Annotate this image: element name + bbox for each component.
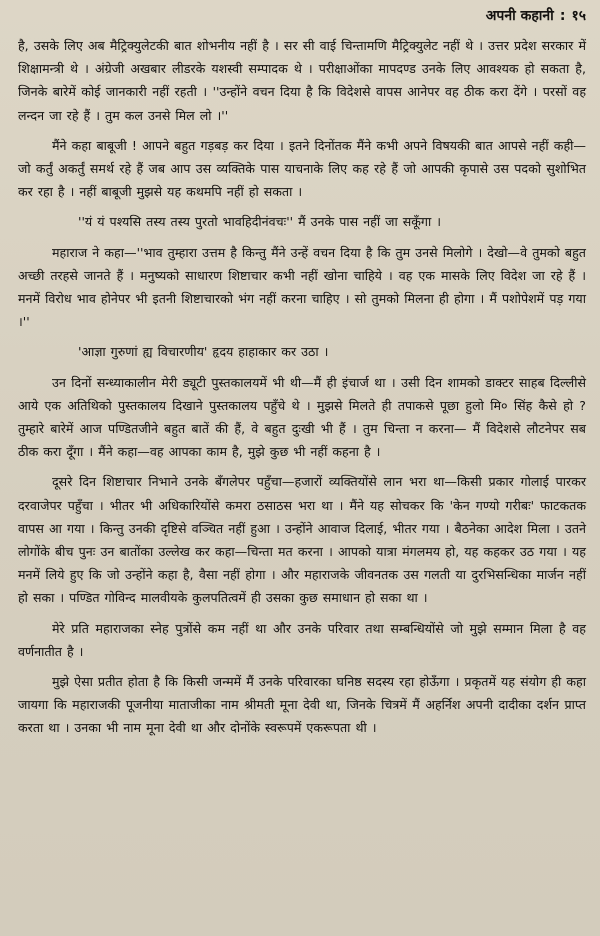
running-header	[18, 6, 586, 28]
paragraph-7: दूसरे दिन शिष्टाचार निभाने उनके बँगलेपर पहुँचा—हजारों व्यक्तियोंसे लान भरा था—किसी प्रकार गोलाई पारकर दरवाजेपर पहुँचा । भीतर भी अधिकारियोंसे कमरा ठसाठस भरा था । मैंने यह सोचकर कि 'केन गण्यो गरीबः' फाटकतक वापस आ गया । किन्तु उनकी दृष्टिसे वञ्चित नहीं हुआ । उन्होंने आवाज दिलाई, भीतर गया । बैठनेका आदेश मिला । उतने लोगोंके बीच पुनः उन बातोंका उल्लेख कर कहा—चिन्ता मत करना । आपको यात्रा मंगलमय हो, यह कहकर उठ गया । यह मनमें लिये हुए कि जो उन्होंने कहा है, वैसा नहीं होगा । और महाराजके जीवनतक उस गलती या दुरभिसन्धिका मार्जन नहीं हो सका । पण्डित गोविन्द मालवीयके कुलपतित्वमें ही उसका कुछ समाधान हो सका था ।	[18, 474, 586, 606]
paragraph-2: मैंने कहा बाबूजी ! आपने बहुत गड़बड़ कर दिया । इतने दिनोंतक मैंने कभी अपने विषयकी बात आपसे नहीं कही—जो कर्तुं अकर्तुं समर्थ रहे हैं जब आप उस व्यक्तिके पास याचनाके लिए कह रहे हैं जो आपकी कृपासे उस पदको सुशोभित कर रहा है । नहीं बाबूजी मुझसे यह कथमपि नहीं हो सकता ।	[18, 137, 586, 200]
paragraph-1: है, उसके लिए अब मैट्रिक्युलेटकी बात शोभनीय नहीं है । सर सी वाई चिन्तामणि मैट्रिक्युलेट नहीं थे । उत्तर प्रदेश सरकार में शिक्षामन्त्री थे । अंग्रेजी अखबार लीडरके यशस्वी सम्पादक थे । परीक्षाओंका मापदण्ड उनके लिए आवश्यक हो सकता है, जिनके बारेमें कोई जानकारी नहीं रहती । ''उन्होंने वचन दिया है कि विदेशसे वापस आनेपर वह ठीक करा देंगे । परसों वह लन्दन जा रहे हैं । तुम कल उनसे मिल लो ।''	[18, 38, 586, 123]
paragraph-6: उन दिनों सन्ध्याकालीन मेरी ड्यूटी पुस्तकालयमें भी थी—मैं ही इंचार्ज था । उसी दिन शामको डाक्टर साहब दिल्लीसे आये एक अतिथिको पुस्तकालय दिखाने पुस्तकालय पहुँचे थे । मुझसे मिलते ही तपाकसे पूछा हुलो मि० सिंह कैसे हो ? तुम्हारे बारेमें आज पण्डितजीने बहुत बातें की हैं, वे बहुत दुःखी भी हैं । तुम चिन्ता न करना— मैं विदेशसे लौटनेपर सब ठीक करा दूँगा । मैंने कहा—वह आपका काम है, मुझे कुछ भी नहीं कहना है ।	[18, 374, 586, 460]
paragraph-4: महाराज ने कहा—''भाव तुम्हारा उत्तम है किन्तु मैंने उन्हें वचन दिया है कि तुम उनसे मिलोगे । देखो—वे तुमको बहुत अच्छी तरहसे जानते हैं । मनुष्यको साधारण शिष्टाचार कभी नहीं खोना चाहिये । वह एक मासके लिए विदेश जा रहे हैं । मनमें विरोध भाव होनेपर भी इतनी शिष्टाचारको भंग नहीं करना चाहिए । सो तुमको मिलना ही होगा । मैं पशोपेशमें पड़ गया ।''	[18, 244, 586, 330]
paragraph-9: मुझे ऐसा प्रतीत होता है कि किसी जन्ममें मैं उनके परिवारका घनिष्ठ सदस्य रहा होऊँगा । प्रकृतमें यह संयोग ही कहा जायगा कि महाराजकी पूजनीया माताजीका नाम श्रीमती मूना देवी था, जिनके चित्रमें मैं अहर्निश अपनी दादीका दर्शन प्राप्त करता था । उनका भी नाम मूना देवी था और दोनोंके स्वरूपमें एकरूपता थी ।	[18, 674, 586, 736]
paragraph-3-quote: ''यं यं पश्यसि तस्य तस्य पुरतो भावहिदीनंवचः'' मैं उनके पास नहीं जा सकूँगा ।	[78, 214, 442, 230]
header-separator: :	[559, 8, 566, 24]
page-number: १५	[571, 8, 586, 24]
paragraph-5-quote: 'आज्ञा गुरुणां ह्य विचारणीय' हृदय हाहाकार कर उठा ।	[78, 344, 329, 360]
paragraph-8: मेरे प्रति महाराजका स्नेह पुत्रोंसे कम नहीं था और उनके परिवार तथा सम्बन्धियोंसे जो मुझे सम्मान मिला है वह वर्णनातीत है ।	[18, 620, 586, 659]
header-title: अपनी कहानी	[485, 8, 554, 24]
